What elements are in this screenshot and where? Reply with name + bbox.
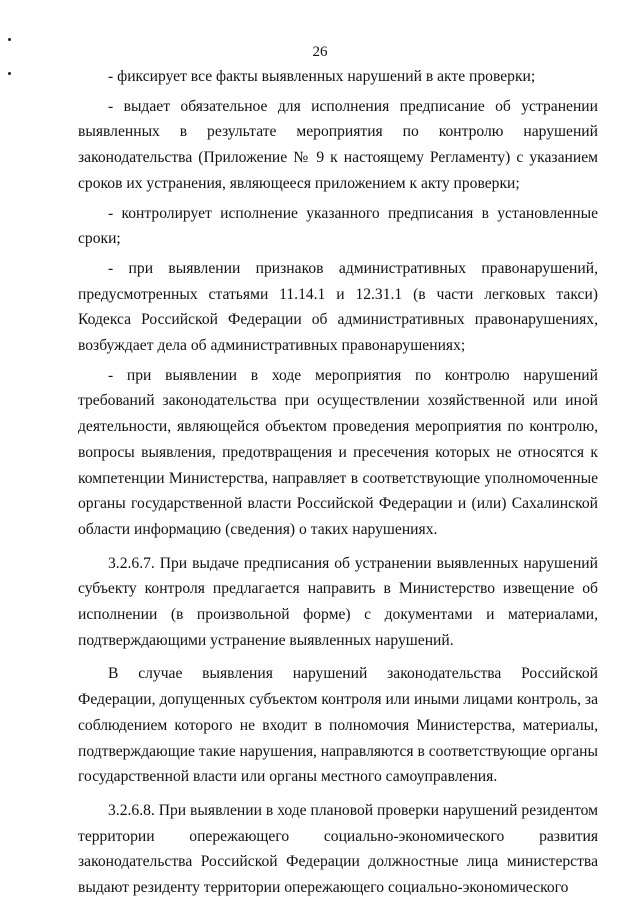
paragraph-issue-order: - выдает обязательное для исполнения предписание об устранении выявленных в результате мероприятия по контролю нарушений законодательства (Приложение № 9 к настоящему Регламенту) с указанием сроков их устранения, являющееся приложением к акту проверки; (78, 97, 598, 192)
paragraph-3-2-6-8: 3.2.6.8. При выявлении в ходе плановой проверки нарушений резидентом территории опережающего социально-экономического развития законодательства Российской Федерации должностные лица министерства выдают резиденту территории опережающего социально-экономического (78, 801, 598, 897)
paragraph-other-violations: - при выявлении в ходе мероприятия по контролю нарушений требований законодательства при осуществлении хозяйственной или иной деятельности, являющейся объектом проведения мероприятия по контролю, вопросы выявления, предотвращения и пресечения которых не относятся к компетенции Министерства, направляет в соответствующие уполномоченные органы государственной власти Российской Федерации и (или) Сахалинской области информацию (сведения) о таких нарушениях. (78, 366, 598, 538)
paragraph-3-2-6-7: 3.2.6.7. При выдаче предписания об устранении выявленных нарушений субъекту контроля предлагается направить в Министерство извещение об исполнении (в произвольной форме) с документами и материалами, подтверждающими устранение выявленных нарушений. (78, 554, 598, 649)
page-number: 26 (312, 44, 328, 60)
paragraph-control-execution: - контролирует исполнение указанного предписания в установленные сроки; (78, 204, 598, 248)
paragraph-administrative-offenses: - при выявлении признаков административных правонарушений, предусмотренных статьями 11.14.1 и 12.31.1 (в части легковых такси) Кодекса Российской Федерации об административных правонарушениях, возбуждает дела об административных правонарушениях; (78, 259, 598, 355)
paragraph-record-violations: - фиксирует все факты выявленных нарушений в акте проверки; (108, 68, 536, 85)
scan-speck (8, 38, 11, 41)
document-body (78, 64, 598, 901)
paragraph-federal-violations: В случае выявления нарушений законодательства Российской Федерации, допущенных субъектом контроля или иными лицами контроль, за соблюдением которого не входит в полномочия Министерства, материалы, подтверждающие такие нарушения, направляются в соответствующие органы государственной власти или органы местного самоуправления. (78, 665, 598, 786)
scan-speck (8, 72, 11, 75)
